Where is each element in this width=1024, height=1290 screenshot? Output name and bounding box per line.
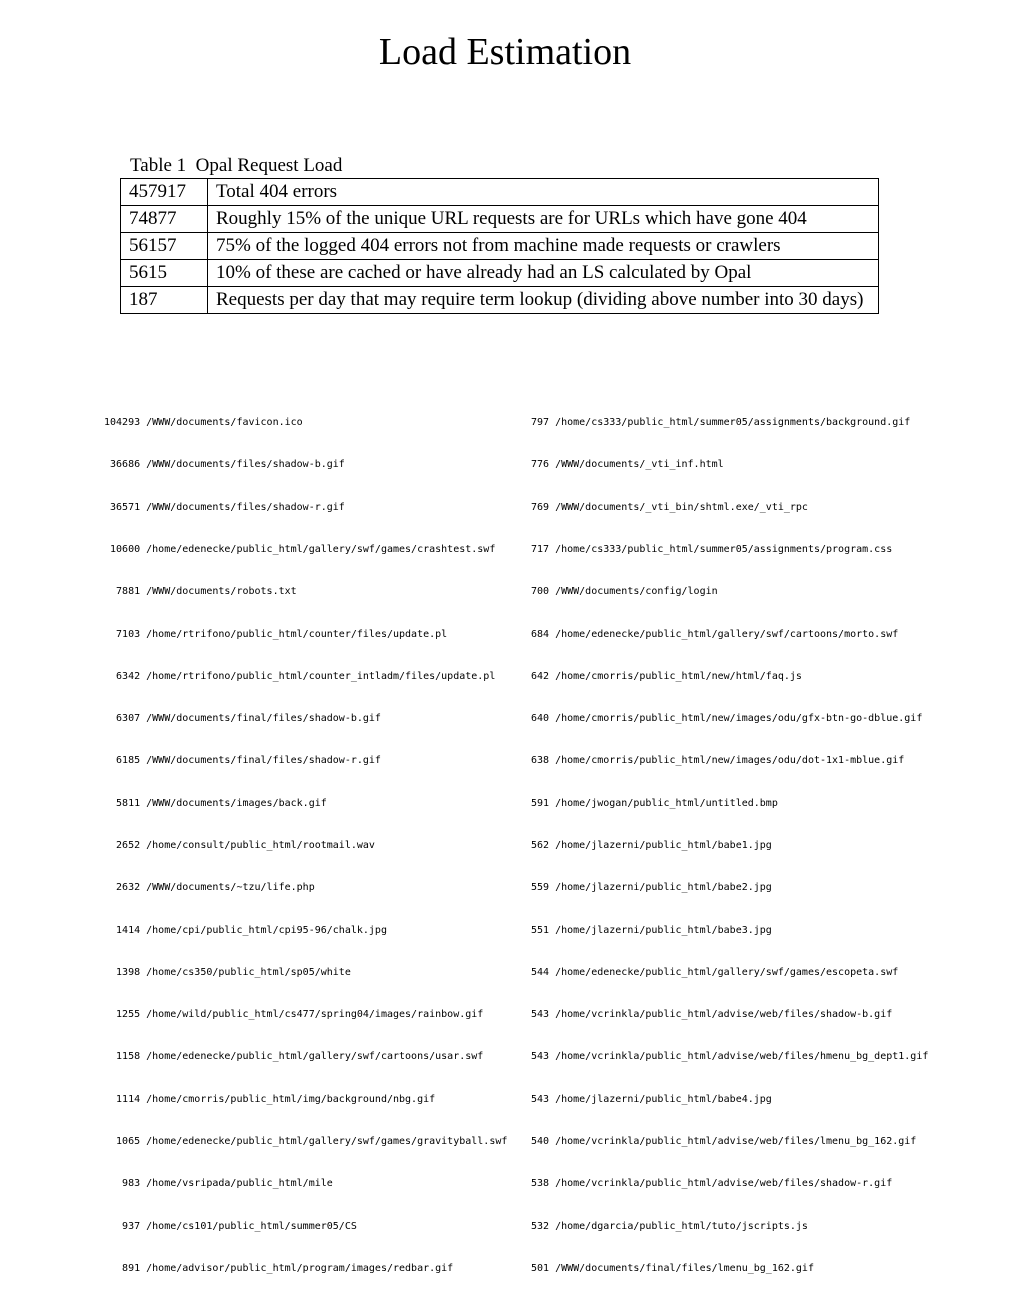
log-line: 700 /WWW/documents/config/login: [531, 586, 718, 598]
log-line: 6307 /WWW/documents/final/files/shadow-b.gif: [104, 713, 381, 725]
log-line: 532 /home/dgarcia/public_html/tuto/jscripts.js: [531, 1220, 808, 1232]
log-line: 2632 /WWW/documents/~tzu/life.php: [104, 882, 315, 894]
log-line: 891 /home/advisor/public_html/program/images/redbar.gif: [104, 1262, 454, 1274]
log-line: 1255 /home/wild/public_html/cs477/spring04/images/rainbow.gif: [104, 1009, 484, 1021]
table-cell-description: Roughly 15% of the unique URL requests are for URLs which have gone 404: [208, 206, 879, 233]
log-line: 543 /home/vcrinkla/public_html/advise/web/files/shadow-b.gif: [531, 1009, 893, 1021]
log-line: 1414 /home/cpi/public_html/cpi95-96/chalk.jpg: [104, 924, 387, 936]
page-title: Load Estimation: [378, 31, 632, 73]
table-row: [121, 206, 879, 233]
table-cell-value: 56157: [121, 233, 208, 260]
log-line: 538 /home/vcrinkla/public_html/advise/web/files/shadow-r.gif: [531, 1178, 893, 1190]
table-row: [121, 179, 879, 206]
log-line: 540 /home/vcrinkla/public_html/advise/web/files/lmenu_bg_162.gif: [531, 1135, 917, 1147]
table-row: [121, 287, 879, 314]
log-line: 684 /home/edenecke/public_html/gallery/swf/cartoons/morto.swf: [531, 628, 899, 640]
log-line: 642 /home/cmorris/public_html/new/html/faq.js: [531, 670, 802, 682]
log-line: 769 /WWW/documents/_vti_bin/shtml.exe/_vti_rpc: [531, 501, 808, 513]
log-line: 983 /home/vsripada/public_html/mile: [104, 1178, 333, 1190]
log-line: 797 /home/cs333/public_html/summer05/assignments/background.gif: [531, 417, 911, 429]
log-line: 591 /home/jwogan/public_html/untitled.bmp: [531, 797, 778, 809]
log-line: 1158 /home/edenecke/public_html/gallery/swf/cartoons/usar.swf: [104, 1051, 484, 1063]
request-load-table: [120, 178, 879, 314]
log-line: 562 /home/jlazerni/public_html/babe1.jpg: [531, 840, 772, 851]
log-line: 5811 /WWW/documents/images/back.gif: [104, 797, 327, 809]
log-line: 36571 /WWW/documents/files/shadow-r.gif: [104, 501, 345, 513]
log-line: 937 /home/cs101/public_html/summer05/CS: [104, 1220, 357, 1232]
log-line: 776 /WWW/documents/_vti_inf.html: [531, 459, 724, 471]
log-line: 559 /home/jlazerni/public_html/babe2.jpg: [531, 882, 772, 894]
log-line: 10600 /home/edenecke/public_html/gallery/swf/games/crashtest.swf: [104, 544, 496, 556]
log-line: 501 /WWW/documents/final/files/lmenu_bg_162.gif: [531, 1262, 814, 1274]
table-cell-description: 75% of the logged 404 errors not from machine made requests or crawlers: [208, 233, 879, 260]
log-line: 36686 /WWW/documents/files/shadow-b.gif: [104, 459, 345, 471]
log-line: 543 /home/vcrinkla/public_html/advise/web/files/hmenu_bg_dept1.gif: [531, 1051, 929, 1063]
table-cell-value: 74877: [121, 206, 208, 233]
log-line: 1398 /home/cs350/public_html/sp05/white: [104, 966, 351, 978]
log-line: 104293 /WWW/documents/favicon.ico: [104, 417, 303, 429]
log-line: 6342 /home/rtrifono/public_html/counter_intladm/files/update.pl: [104, 670, 496, 682]
table-cell-description: 10% of these are cached or have already had an LS calculated by Opal: [208, 260, 879, 287]
log-line: 543 /home/jlazerni/public_html/babe4.jpg: [531, 1093, 772, 1105]
log-line: 640 /home/cmorris/public_html/new/images/odu/gfx-btn-go-dblue.gif: [531, 713, 923, 725]
table-cell-value: 5615: [121, 260, 208, 287]
request-log-left: [104, 388, 507, 1290]
table-row: [121, 233, 879, 260]
table-row: [121, 260, 879, 287]
table-cell-description: Requests per day that may require term lookup (dividing above number into 30 days): [208, 287, 879, 314]
table-cell-description: Total 404 errors: [208, 179, 879, 206]
log-line: 2652 /home/consult/public_html/rootmail.wav: [104, 840, 375, 851]
table-caption: Table 1 Opal Request Load: [130, 155, 343, 176]
log-line: 551 /home/jlazerni/public_html/babe3.jpg: [531, 924, 772, 936]
log-line: 7881 /WWW/documents/robots.txt: [104, 586, 297, 598]
log-line: 7103 /home/rtrifono/public_html/counter/files/update.pl: [104, 628, 448, 640]
request-log-right: [531, 388, 928, 1290]
log-line: 544 /home/edenecke/public_html/gallery/swf/games/escopeta.swf: [531, 966, 899, 978]
log-line: 717 /home/cs333/public_html/summer05/assignments/program.css: [531, 544, 893, 556]
log-line: 1114 /home/cmorris/public_html/img/background/nbg.gif: [104, 1093, 436, 1105]
log-line: 6185 /WWW/documents/final/files/shadow-r.gif: [104, 755, 381, 767]
log-line: 1065 /home/edenecke/public_html/gallery/swf/games/gravityball.swf: [104, 1135, 508, 1147]
table-cell-value: 187: [121, 287, 208, 314]
log-line: 638 /home/cmorris/public_html/new/images/odu/dot-1x1-mblue.gif: [531, 755, 905, 767]
table-cell-value: 457917: [121, 179, 208, 206]
